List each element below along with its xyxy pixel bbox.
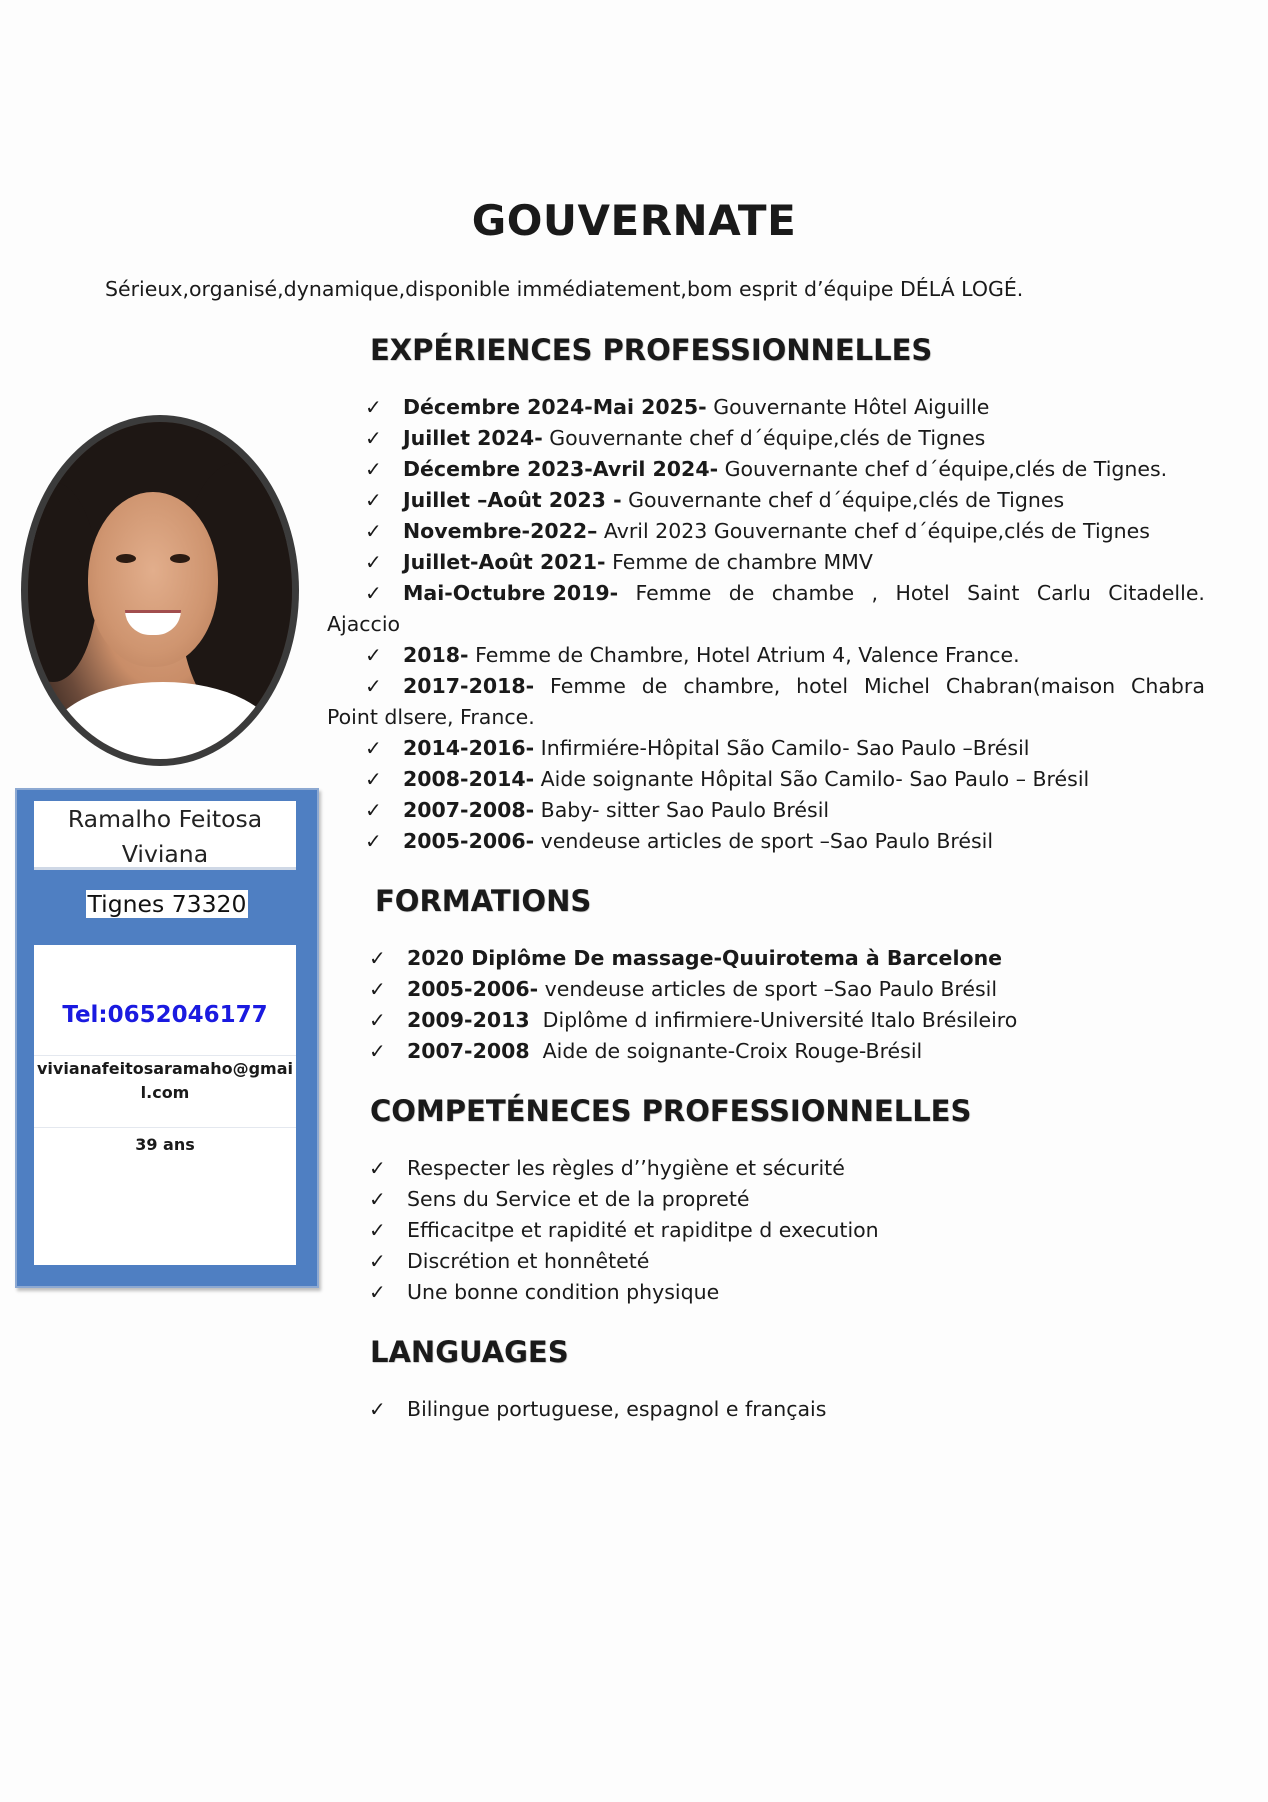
- check-icon: ✓: [369, 946, 386, 970]
- experience-item-cont: Ajaccio: [327, 612, 401, 636]
- experience-item-date: 2007-2008-: [403, 798, 535, 822]
- experience-item-desc: Gouvernante chef d´équipe,clés de Tignes.: [718, 457, 1168, 481]
- experience-item-date: 2008-2014-: [403, 767, 535, 791]
- age-label: 39 ans: [135, 1135, 195, 1154]
- summary: Sérieux,organisé,dynamique,disponible immédiatement,bom esprit d’équipe DÉLÁ LOGÉ.: [105, 277, 1024, 301]
- experience-item-date: 2005-2006-: [403, 829, 535, 853]
- languages-heading: LANGUAGES: [370, 1335, 569, 1369]
- formation-item-date: 2020 Diplôme De massage-Quuirotema à Barcelone: [407, 946, 1003, 970]
- formations-list: [327, 943, 1017, 1067]
- formation-item-date: 2007-2008: [407, 1039, 530, 1063]
- experience-item: [327, 392, 1205, 423]
- page-title: GOUVERNATE: [471, 196, 797, 245]
- formations-heading: FORMATIONS: [375, 884, 592, 918]
- experience-item-desc: vendeuse articles de sport –Sao Paulo Brésil: [534, 829, 994, 853]
- check-icon: ✓: [365, 829, 382, 853]
- formation-item: [327, 1005, 1017, 1036]
- profile-photo: [21, 415, 299, 766]
- experience-item: [327, 826, 1205, 857]
- check-icon: ✓: [365, 798, 382, 822]
- formation-item-date: 2009-2013: [407, 1008, 530, 1032]
- check-icon: ✓: [365, 736, 382, 760]
- experience-item: ✓ Mai-Octubre 2019- Femme de chambe , Hotel Saint Carlu Citadelle. Ajaccio: [327, 578, 1205, 640]
- experience-item-date: Juillet-Août 2021-: [403, 550, 606, 574]
- experience-item-desc: Aide soignante Hôpital São Camilo- Sao Paulo – Brésil: [534, 767, 1090, 791]
- skill-item: [327, 1215, 879, 1246]
- experience-item-desc: Baby- sitter Sao Paulo Brésil: [534, 798, 830, 822]
- experience-item-date: Juillet 2024-: [403, 426, 543, 450]
- skill-item-text: Une bonne condition physique: [407, 1280, 720, 1304]
- experience-item: [327, 547, 1205, 578]
- check-icon: ✓: [369, 1039, 386, 1063]
- contact-card: [15, 788, 319, 1288]
- name-line-1: Ramalho Feitosa: [67, 805, 263, 833]
- check-icon: ✓: [369, 1008, 386, 1032]
- experience-item-desc: Avril 2023 Gouvernante chef d´équipe,clés de Tignes: [597, 519, 1150, 543]
- formation-item: [327, 1036, 1017, 1067]
- check-icon: ✓: [365, 519, 382, 543]
- formation-item: [327, 943, 1017, 974]
- experience-item-date: Mai-Octubre 2019-: [403, 581, 619, 605]
- check-icon: ✓: [365, 674, 382, 698]
- contact-details-box: [34, 945, 296, 1265]
- skill-item: [327, 1277, 879, 1308]
- experience-item: [327, 454, 1205, 485]
- skill-item: [327, 1184, 879, 1215]
- skill-item-text: Discrétion et honnêteté: [407, 1249, 650, 1273]
- experience-item-date: Novembre-2022–: [403, 519, 598, 543]
- check-icon: ✓: [365, 426, 382, 450]
- experience-item-desc: Gouvernante chef d´équipe,clés de Tignes: [542, 426, 986, 450]
- skill-item-text: Respecter les règles d’’hygiène et sécurité: [407, 1156, 845, 1180]
- experience-item-date: Décembre 2023-Avril 2024-: [403, 457, 719, 481]
- experience-item: [327, 640, 1205, 671]
- experience-item: [327, 423, 1205, 454]
- experience-item-date: 2014-2016-: [403, 736, 535, 760]
- formation-item-desc: Aide de soignante-Croix Rouge-Brésil: [529, 1039, 923, 1063]
- email-address: vivianafeitosaramaho@gmail.com: [34, 1057, 296, 1128]
- formation-item-desc: vendeuse articles de sport –Sao Paulo Brésil: [538, 977, 998, 1001]
- experience-item: [327, 795, 1205, 826]
- experience-item: [327, 516, 1205, 547]
- experience-item-desc: Femme de Chambre, Hotel Atrium 4, Valence France.: [468, 643, 1020, 667]
- experience-item: [327, 764, 1205, 795]
- experience-item-desc: Femme de chambre MMV: [605, 550, 873, 574]
- experience-item-date: Juillet –Août 2023 -: [403, 488, 622, 512]
- experience-item-desc: Gouvernante Hôtel Aiguille: [706, 395, 990, 419]
- language-item: [327, 1394, 826, 1425]
- skill-item-text: Efficacitpe et rapidité et rapiditpe d execution: [407, 1218, 879, 1242]
- check-icon: ✓: [365, 767, 382, 791]
- languages-list: [327, 1394, 826, 1425]
- check-icon: ✓: [369, 1280, 386, 1304]
- check-icon: ✓: [365, 395, 382, 419]
- experience-item: ✓ 2017-2018- Femme de chambre, hotel Michel Chabran(maison Chabra Point dlsere, France.: [327, 671, 1205, 733]
- check-icon: ✓: [369, 1218, 386, 1242]
- check-icon: ✓: [369, 1156, 386, 1180]
- skills-heading: COMPETÉNECES PROFESSIONNELLES: [370, 1094, 972, 1128]
- experience-list: [327, 392, 1205, 857]
- name-box: [34, 801, 296, 870]
- check-icon: ✓: [365, 488, 382, 512]
- name-line-2: Viviana: [121, 840, 209, 868]
- phone-number: Tel:0652046177: [34, 1000, 296, 1056]
- skill-item: [327, 1246, 879, 1277]
- check-icon: ✓: [365, 643, 382, 667]
- check-icon: ✓: [365, 550, 382, 574]
- experience-item: [327, 485, 1205, 516]
- formation-item: [327, 974, 1017, 1005]
- check-icon: ✓: [369, 1397, 386, 1421]
- experience-item-date: 2018-: [403, 643, 469, 667]
- skill-item: [327, 1153, 879, 1184]
- experience-item-date: Décembre 2024-Mai 2025-: [403, 395, 707, 419]
- formation-item-desc: Diplôme d infirmiere-Université Italo Brésileiro: [529, 1008, 1018, 1032]
- check-icon: ✓: [369, 977, 386, 1001]
- experience-item-desc: Infirmiére-Hôpital São Camilo- Sao Paulo –Brésil: [534, 736, 1030, 760]
- check-icon: ✓: [369, 1187, 386, 1211]
- check-icon: ✓: [365, 457, 382, 481]
- city-label: Tignes 73320: [87, 890, 247, 918]
- experience-item-date: 2017-2018-: [403, 674, 535, 698]
- experience-item: [327, 733, 1205, 764]
- skills-list: [327, 1153, 879, 1308]
- formation-item-date: 2005-2006-: [407, 977, 539, 1001]
- experience-item-desc: Gouvernante chef d´équipe,clés de Tignes: [621, 488, 1065, 512]
- check-icon: ✓: [369, 1249, 386, 1273]
- experience-heading: EXPÉRIENCES PROFESSIONNELLES: [370, 333, 933, 367]
- skill-item-text: Sens du Service et de la propreté: [407, 1187, 750, 1211]
- language-item-text: Bilingue portuguese, espagnol e français: [407, 1397, 827, 1421]
- experience-item-cont: Point dlsere, France.: [327, 705, 535, 729]
- check-icon: ✓: [365, 581, 382, 605]
